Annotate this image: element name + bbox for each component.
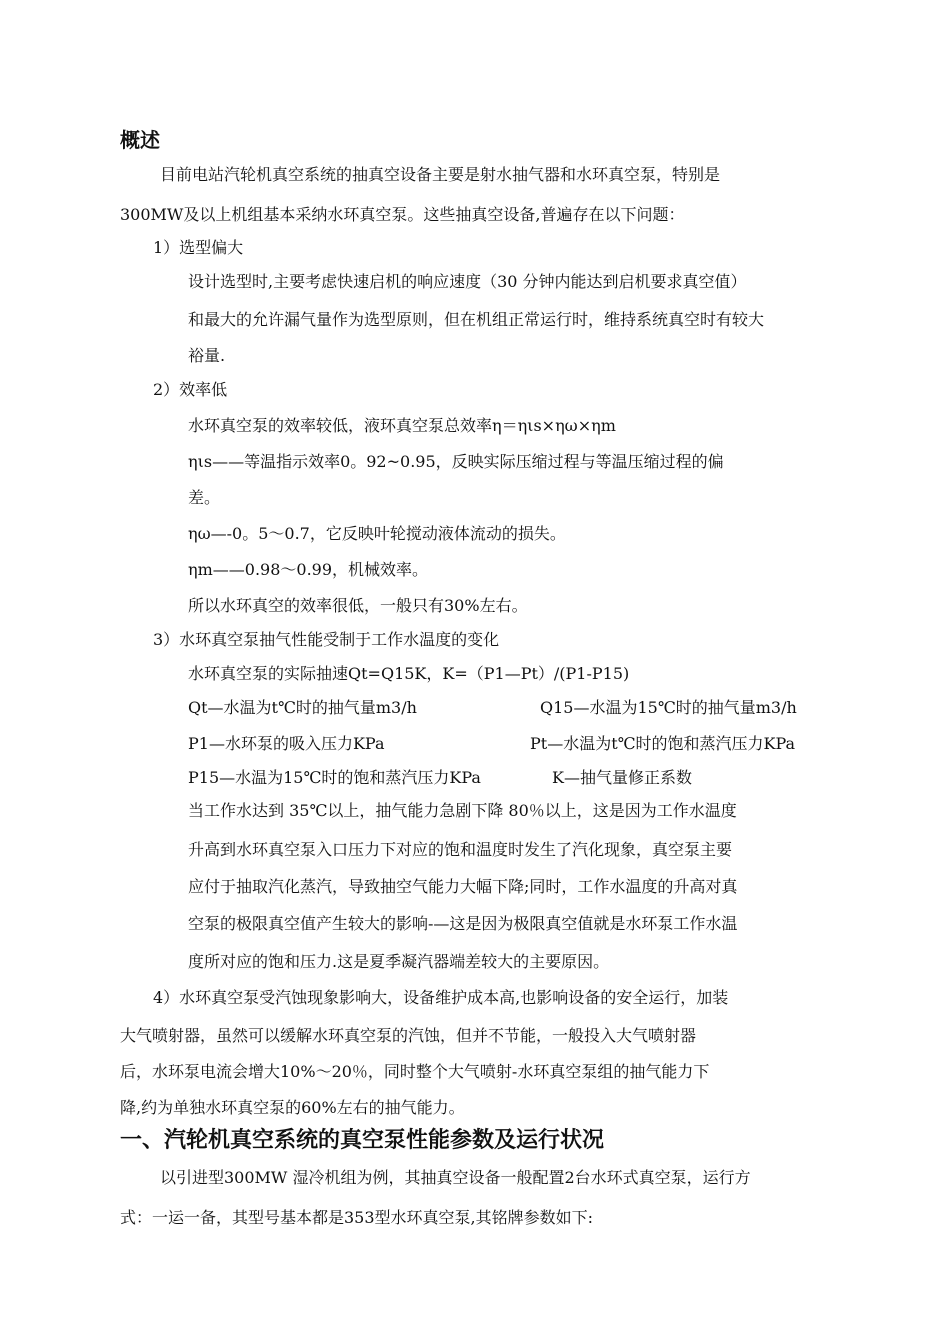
item1-line-3: 裕量. [188, 346, 226, 365]
item2-line-6: 所以水环真空的效率很低，一般只有30%左右。 [188, 596, 528, 615]
item3-def-q15: Q15—水温为15℃时的抽气量m3/h [540, 698, 797, 717]
item3-line-5: 度所对应的饱和压力.这是夏季凝汽器端差较大的主要原因。 [188, 952, 610, 971]
item2-line-4: ηω—-0。5～0.7，它反映叶轮搅动液体流动的损失。 [188, 524, 566, 543]
item4-line-2: 大气喷射器，虽然可以缓解水环真空泵的汽蚀，但并不节能，一般投入大气喷射器 [120, 1026, 697, 1045]
item3-def-pt: Pt—水温为t℃时的饱和蒸汽压力KPa [530, 734, 796, 753]
item3-line-1: 当工作水达到 35℃以上，抽气能力急剧下降 80％以上，这是因为工作水温度 [188, 801, 737, 820]
item2-heading: 2）效率低 [153, 380, 228, 399]
item3-line-4: 空泵的极限真空值产生较大的影响-—这是因为极限真空值就是水环泵工作水温 [188, 914, 738, 933]
item2-line-5: ηm——0.98～0.99，机械效率。 [188, 560, 429, 579]
item3-line-2: 升高到水环真空泵入口压力下对应的饱和温度时发生了汽化现象，真空泵主要 [188, 840, 733, 859]
item3-heading: 3）水环真空泵抽气性能受制于工作水温度的变化 [153, 630, 500, 649]
item4-line-3: 后，水环泵电流会增大10%～20％，同时整个大气喷射-水环真空泵组的抽气能力下 [120, 1062, 710, 1081]
item1-heading: 1）选型偏大 [153, 238, 244, 257]
item2-line-1: 水环真空泵的效率较低，液环真空泵总效率η＝ηιs×ηω×ηm [188, 416, 616, 435]
item1-line-1: 设计选型时,主要考虑快速启机的响应速度（30 分钟内能达到启机要求真空值） [188, 272, 747, 291]
item3-def-k: K—抽气量修正系数 [552, 768, 692, 787]
section1-line-1: 以引进型300MW 湿冷机组为例，其抽真空设备一般配置2台水环式真空泵，运行方 [160, 1168, 751, 1187]
item3-formula: 水环真空泵的实际抽速Qt=Q15K，K=（P1—Pt）/(P1-P15) [188, 664, 630, 683]
item3-line-3: 应付于抽取汽化蒸汽，导致抽空气能力大幅下降;同时，工作水温度的升高对真 [188, 877, 738, 896]
intro-line-1: 目前电站汽轮机真空系统的抽真空设备主要是射水抽气器和水环真空泵，特别是 [160, 165, 721, 184]
overview-title: 概述 [120, 128, 160, 152]
item1-line-2: 和最大的允许漏气量作为选型原则，但在机组正常运行时，维持系统真空时有较大 [188, 310, 765, 329]
item3-def-qt: Qt—水温为t℃时的抽气量m3/h [188, 698, 417, 717]
item4-line-4: 降,约为单独水环真空泵的60%左右的抽气能力。 [120, 1098, 465, 1117]
item4-line-1: 4）水环真空泵受汽蚀现象影响大，设备维护成本高,也影响设备的安全运行，加装 [153, 988, 729, 1007]
item2-line-2: ηιs——等温指示效率0。92~0.95，反映实际压缩过程与等温压缩过程的偏 [188, 452, 724, 471]
intro-line-2: 300MW及以上机组基本采纳水环真空泵。这些抽真空设备,普遍存在以下问题： [120, 205, 685, 224]
section1-title: 一、汽轮机真空系统的真空泵性能参数及运行状况 [120, 1128, 605, 1153]
section1-line-2: 式：一运一备，其型号基本都是353型水环真空泵,其铭牌参数如下: [120, 1208, 594, 1227]
item3-def-p1: P1—水环泵的吸入压力KPa [188, 734, 385, 753]
item2-line-3: 差。 [188, 488, 221, 507]
item3-def-p15: P15—水温为15℃时的饱和蒸汽压力KPa [188, 768, 481, 787]
